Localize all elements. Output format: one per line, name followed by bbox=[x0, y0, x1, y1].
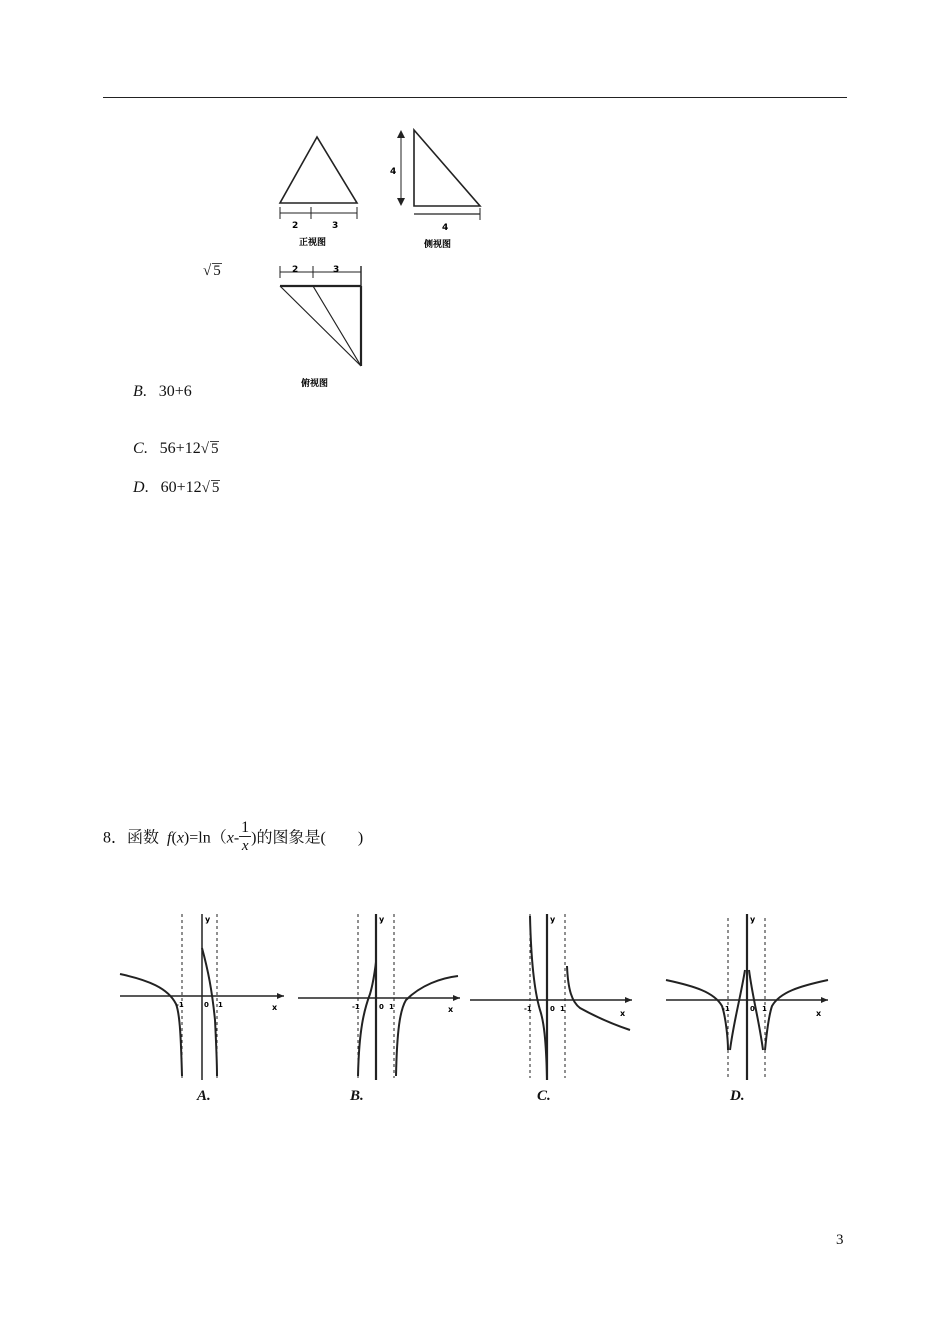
svg-text:x: x bbox=[272, 1003, 278, 1012]
svg-text:-1: -1 bbox=[524, 1005, 532, 1013]
option-c: C. 56+12√ 5 bbox=[133, 440, 219, 457]
front-dim-3: 3 bbox=[332, 221, 339, 231]
graph-c-caption: C. bbox=[537, 1088, 551, 1104]
option-b: B. 30+6 bbox=[133, 383, 192, 400]
side-view-triangle bbox=[414, 130, 480, 206]
svg-text:x: x bbox=[448, 1005, 454, 1014]
svg-text:0: 0 bbox=[204, 1001, 209, 1009]
svg-text:1: 1 bbox=[218, 1001, 223, 1009]
side-view-label: 侧视图 bbox=[424, 240, 452, 250]
side-dim-height: 4 bbox=[390, 167, 397, 177]
top-dim-3: 3 bbox=[333, 265, 340, 275]
graph-b-caption: B. bbox=[350, 1088, 364, 1104]
graph-a bbox=[118, 910, 288, 1085]
top-dim-2: 2 bbox=[292, 265, 299, 275]
svg-text:-1: -1 bbox=[352, 1003, 360, 1011]
header-rule bbox=[103, 97, 847, 98]
svg-text:-1: -1 bbox=[176, 1001, 184, 1009]
svg-text:0: 0 bbox=[550, 1005, 555, 1013]
svg-text:1: 1 bbox=[762, 1005, 767, 1013]
graph-c bbox=[468, 910, 638, 1085]
svg-text:-1: -1 bbox=[722, 1005, 730, 1013]
top-view-diagram bbox=[275, 262, 370, 392]
stray-sqrt5: √ 5 bbox=[203, 263, 221, 279]
svg-text:x: x bbox=[816, 1009, 822, 1018]
graph-d bbox=[664, 910, 834, 1085]
svg-text:1: 1 bbox=[560, 1005, 565, 1013]
front-dim-2: 2 bbox=[292, 221, 299, 231]
svg-text:0: 0 bbox=[750, 1005, 755, 1013]
front-view-diagram bbox=[275, 133, 365, 248]
side-view-diagram bbox=[388, 128, 488, 253]
svg-text:y: y bbox=[750, 915, 756, 924]
front-view-triangle bbox=[280, 137, 357, 203]
svg-text:x: x bbox=[620, 1009, 626, 1018]
fraction-1-over-x: $\frac{1}{x}$ bbox=[241, 819, 250, 854]
option-d: D. 60+12√ 5 bbox=[133, 479, 220, 496]
front-view-label: 正视图 bbox=[299, 238, 327, 248]
svg-text:y: y bbox=[550, 915, 556, 924]
question-8: 8．函数 f(x)=ln（x- $\frac{1}{x}$ )的图象是( ) bbox=[103, 819, 364, 854]
page-number: 3 bbox=[836, 1232, 844, 1248]
graph-d-caption: D. bbox=[730, 1088, 745, 1104]
top-view-label: 俯视图 bbox=[301, 379, 329, 389]
svg-text:1: 1 bbox=[389, 1003, 394, 1011]
svg-text:0: 0 bbox=[379, 1003, 384, 1011]
graph-a-caption: A. bbox=[197, 1088, 211, 1104]
graph-b bbox=[296, 910, 466, 1085]
svg-text:y: y bbox=[379, 915, 385, 924]
svg-text:y: y bbox=[205, 915, 211, 924]
side-dim-base: 4 bbox=[442, 223, 449, 233]
